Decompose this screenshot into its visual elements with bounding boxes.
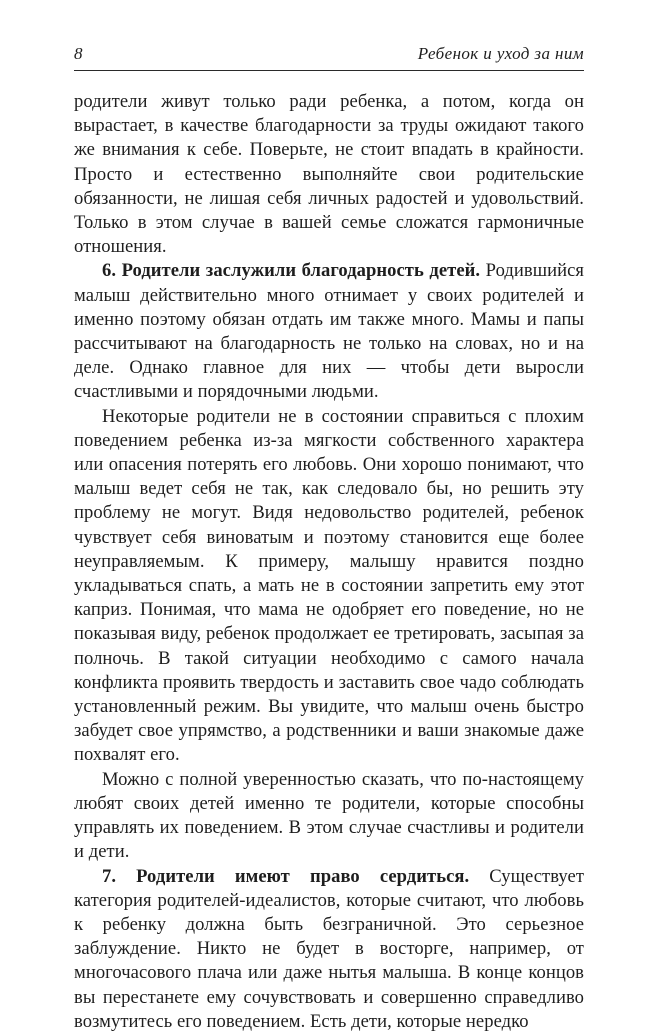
body-text (74, 90, 584, 1034)
book-page (74, 40, 584, 1034)
paragraph (74, 768, 584, 865)
running-title: Ребенок и уход за ним (417, 44, 584, 63)
paragraph-point-7 (74, 865, 584, 1034)
paragraph-text: Существует категория родителей-идеалистов, которые считают, что любовь к ребенку должна быть безграничной. Это серьезное заблуждение. Никто не будет в восторге, например, от многочасового плача или даже нытья малыша. В конце концов вы перестанете ему сочувствовать и совершенно справедливо возмутитесь его поведением. Есть дети, которые нередко (74, 865, 584, 1032)
paragraph-text: Родившийся малыш действительно много отнимает у своих родителей и именно поэтому обязан отдать им также много. Мамы и папы рассчитывают на благодарность не только на словах, но и на деле. Однако главное для них — чтобы дети выросли счастливыми и порядочными людьми. (74, 260, 584, 403)
paragraph-text: Можно с полной уверенностью сказать, что по-настоящему любят своих детей именно те родители, которые способны управлять их поведением. В этом случае счастливы и родители и дети. (74, 768, 584, 863)
paragraph-continuation (74, 90, 584, 259)
paragraph-text: Некоторые родители не в состоянии справиться с плохим поведением ребенка из-за мягкости собственного характера или опасения потерять его любовь. Они хорошо понимают, что малыш ведет себя не так, как следовало бы, но решить эту проблему не могут. Видя недовольство родителей, ребенок чувствует себя виноватым и поэтому становится еще более неуправляемым. К примеру, малышу нравится поздно укладываться спать, а мать не в состоянии запретить ему этот каприз. Понимая, что мама не одобряет его поведение, но не показывая виду, ребенок продолжает ее третировать, засыпая за полночь. В такой ситуации необходимо с самого начала конфликта проявить твердость и заставить свое чадо соблюдать установленный режим. Вы увидите, что малыш очень быстро забудет свое упрямство, а родственники и ваши знакомые даже похвалят его. (74, 405, 584, 766)
running-header (74, 40, 584, 68)
section-heading-6: 6. Родители заслужили благодарность детей. (102, 260, 481, 282)
paragraph (74, 405, 584, 768)
paragraph-point-6 (74, 259, 584, 404)
page-number: 8 (74, 44, 83, 63)
section-heading-7: 7. Родители имеют право сердиться. (102, 865, 470, 887)
header-rule (74, 70, 584, 71)
paragraph-text: родители живут только ради ребенка, а потом, когда он вырастает, в качестве благодарности за труды ожидают такого же внимания к себе. Поверьте, не стоит впадать в крайности. Просто и естественно выполняйте свои родительские обязанности, не лишая себя личных радостей и удовольствий. Только в этом случае в вашей семье сложатся гармоничные отношения. (74, 91, 584, 258)
